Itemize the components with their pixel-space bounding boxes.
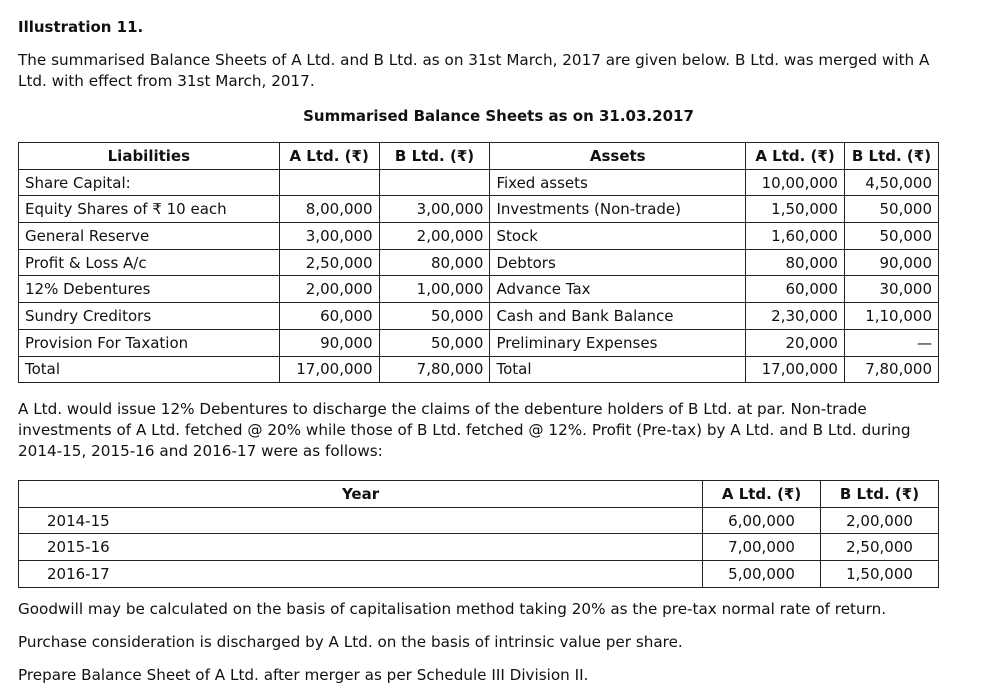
liability-a-ltd: 2,00,000	[279, 276, 379, 303]
purchase-consideration-note: Purchase consideration is discharged by A Ltd. on the basis of intrinsic value per share.	[18, 633, 683, 651]
profit-table	[18, 480, 939, 588]
b-ltd-profit-cell: 2,00,000	[821, 507, 939, 534]
asset-b-ltd: —	[844, 329, 938, 356]
year-cell: 2016-17	[19, 561, 703, 588]
table-row	[19, 507, 939, 534]
asset-label: Total	[490, 356, 746, 383]
header-a-ltd-assets: A Ltd. (₹)	[746, 143, 845, 170]
a-ltd-profit-cell: 6,00,000	[703, 507, 821, 534]
asset-label: Preliminary Expenses	[490, 329, 746, 356]
a-ltd-profit-cell: 7,00,000	[703, 534, 821, 561]
liability-label: Equity Shares of ₹ 10 each	[19, 196, 280, 223]
liability-label: Sundry Creditors	[19, 303, 280, 330]
liability-a-ltd: 17,00,000	[279, 356, 379, 383]
header-year: Year	[19, 481, 703, 508]
asset-label: Stock	[490, 223, 746, 250]
b-ltd-profit-cell: 2,50,000	[821, 534, 939, 561]
liability-b-ltd: 2,00,000	[379, 223, 490, 250]
liability-label: 12% Debentures	[19, 276, 280, 303]
table-row	[19, 276, 939, 303]
liability-b-ltd: 50,000	[379, 329, 490, 356]
asset-a-ltd: 1,60,000	[746, 223, 845, 250]
liability-b-ltd	[379, 169, 490, 196]
table-row	[19, 303, 939, 330]
header-a-ltd-profit: A Ltd. (₹)	[703, 481, 821, 508]
liability-a-ltd: 8,00,000	[279, 196, 379, 223]
liability-b-ltd: 80,000	[379, 249, 490, 276]
asset-a-ltd: 60,000	[746, 276, 845, 303]
liability-a-ltd: 60,000	[279, 303, 379, 330]
b-ltd-profit-cell: 1,50,000	[821, 561, 939, 588]
liability-a-ltd: 3,00,000	[279, 223, 379, 250]
liability-a-ltd	[279, 169, 379, 196]
asset-label: Debtors	[490, 249, 746, 276]
asset-a-ltd: 20,000	[746, 329, 845, 356]
liability-label: Profit & Loss A/c	[19, 249, 280, 276]
table-row	[19, 169, 939, 196]
asset-a-ltd: 17,00,000	[746, 356, 845, 383]
debenture-paragraph: A Ltd. would issue 12% Debentures to discharge the claims of the debenture holders of B Ltd. at par. Non-trade investments of A Ltd. fetched @ 20% while those of B Ltd. fetched @ 12%. Profit (Pre-tax) by A Ltd. and B Ltd. during 2014-15, 2015-16 and 2016-17 were as follows:	[18, 400, 911, 460]
table-row	[19, 356, 939, 383]
asset-label: Investments (Non-trade)	[490, 196, 746, 223]
header-b-ltd-profit: B Ltd. (₹)	[821, 481, 939, 508]
asset-label: Advance Tax	[490, 276, 746, 303]
table-row	[19, 534, 939, 561]
liability-a-ltd: 90,000	[279, 329, 379, 356]
header-b-ltd-liabilities: B Ltd. (₹)	[379, 143, 490, 170]
liability-label: General Reserve	[19, 223, 280, 250]
table-row	[19, 249, 939, 276]
profit-header-row	[19, 481, 939, 508]
a-ltd-profit-cell: 5,00,000	[703, 561, 821, 588]
asset-a-ltd: 1,50,000	[746, 196, 845, 223]
balance-sheet-header-row	[19, 143, 939, 170]
illustration-heading: Illustration 11.	[18, 18, 144, 36]
liability-label: Share Capital:	[19, 169, 280, 196]
table-row	[19, 561, 939, 588]
balance-sheet-table	[18, 142, 939, 383]
year-cell: 2014-15	[19, 507, 703, 534]
asset-b-ltd: 30,000	[844, 276, 938, 303]
liability-label: Total	[19, 356, 280, 383]
intro-paragraph: The summarised Balance Sheets of A Ltd. and B Ltd. as on 31st March, 2017 are given below. B Ltd. was merged with A Ltd. with effect from 31st March, 2017.	[18, 51, 930, 90]
instruction-note: Prepare Balance Sheet of A Ltd. after merger as per Schedule III Division II.	[18, 666, 589, 684]
asset-b-ltd: 7,80,000	[844, 356, 938, 383]
liability-b-ltd: 7,80,000	[379, 356, 490, 383]
year-cell: 2015-16	[19, 534, 703, 561]
liability-b-ltd: 1,00,000	[379, 276, 490, 303]
table-row	[19, 329, 939, 356]
asset-a-ltd: 10,00,000	[746, 169, 845, 196]
asset-label: Cash and Bank Balance	[490, 303, 746, 330]
table-row	[19, 223, 939, 250]
asset-b-ltd: 50,000	[844, 223, 938, 250]
liability-label: Provision For Taxation	[19, 329, 280, 356]
asset-b-ltd: 4,50,000	[844, 169, 938, 196]
asset-a-ltd: 80,000	[746, 249, 845, 276]
asset-b-ltd: 1,10,000	[844, 303, 938, 330]
asset-label: Fixed assets	[490, 169, 746, 196]
asset-b-ltd: 50,000	[844, 196, 938, 223]
liability-a-ltd: 2,50,000	[279, 249, 379, 276]
goodwill-note: Goodwill may be calculated on the basis of capitalisation method taking 20% as the pre-tax normal rate of return.	[18, 600, 887, 618]
asset-b-ltd: 90,000	[844, 249, 938, 276]
table-row	[19, 196, 939, 223]
liability-b-ltd: 3,00,000	[379, 196, 490, 223]
balance-sheet-title: Summarised Balance Sheets as on 31.03.2017	[303, 107, 694, 125]
header-assets: Assets	[490, 143, 746, 170]
header-liabilities: Liabilities	[19, 143, 280, 170]
asset-a-ltd: 2,30,000	[746, 303, 845, 330]
header-a-ltd-liabilities: A Ltd. (₹)	[279, 143, 379, 170]
liability-b-ltd: 50,000	[379, 303, 490, 330]
header-b-ltd-assets: B Ltd. (₹)	[844, 143, 938, 170]
